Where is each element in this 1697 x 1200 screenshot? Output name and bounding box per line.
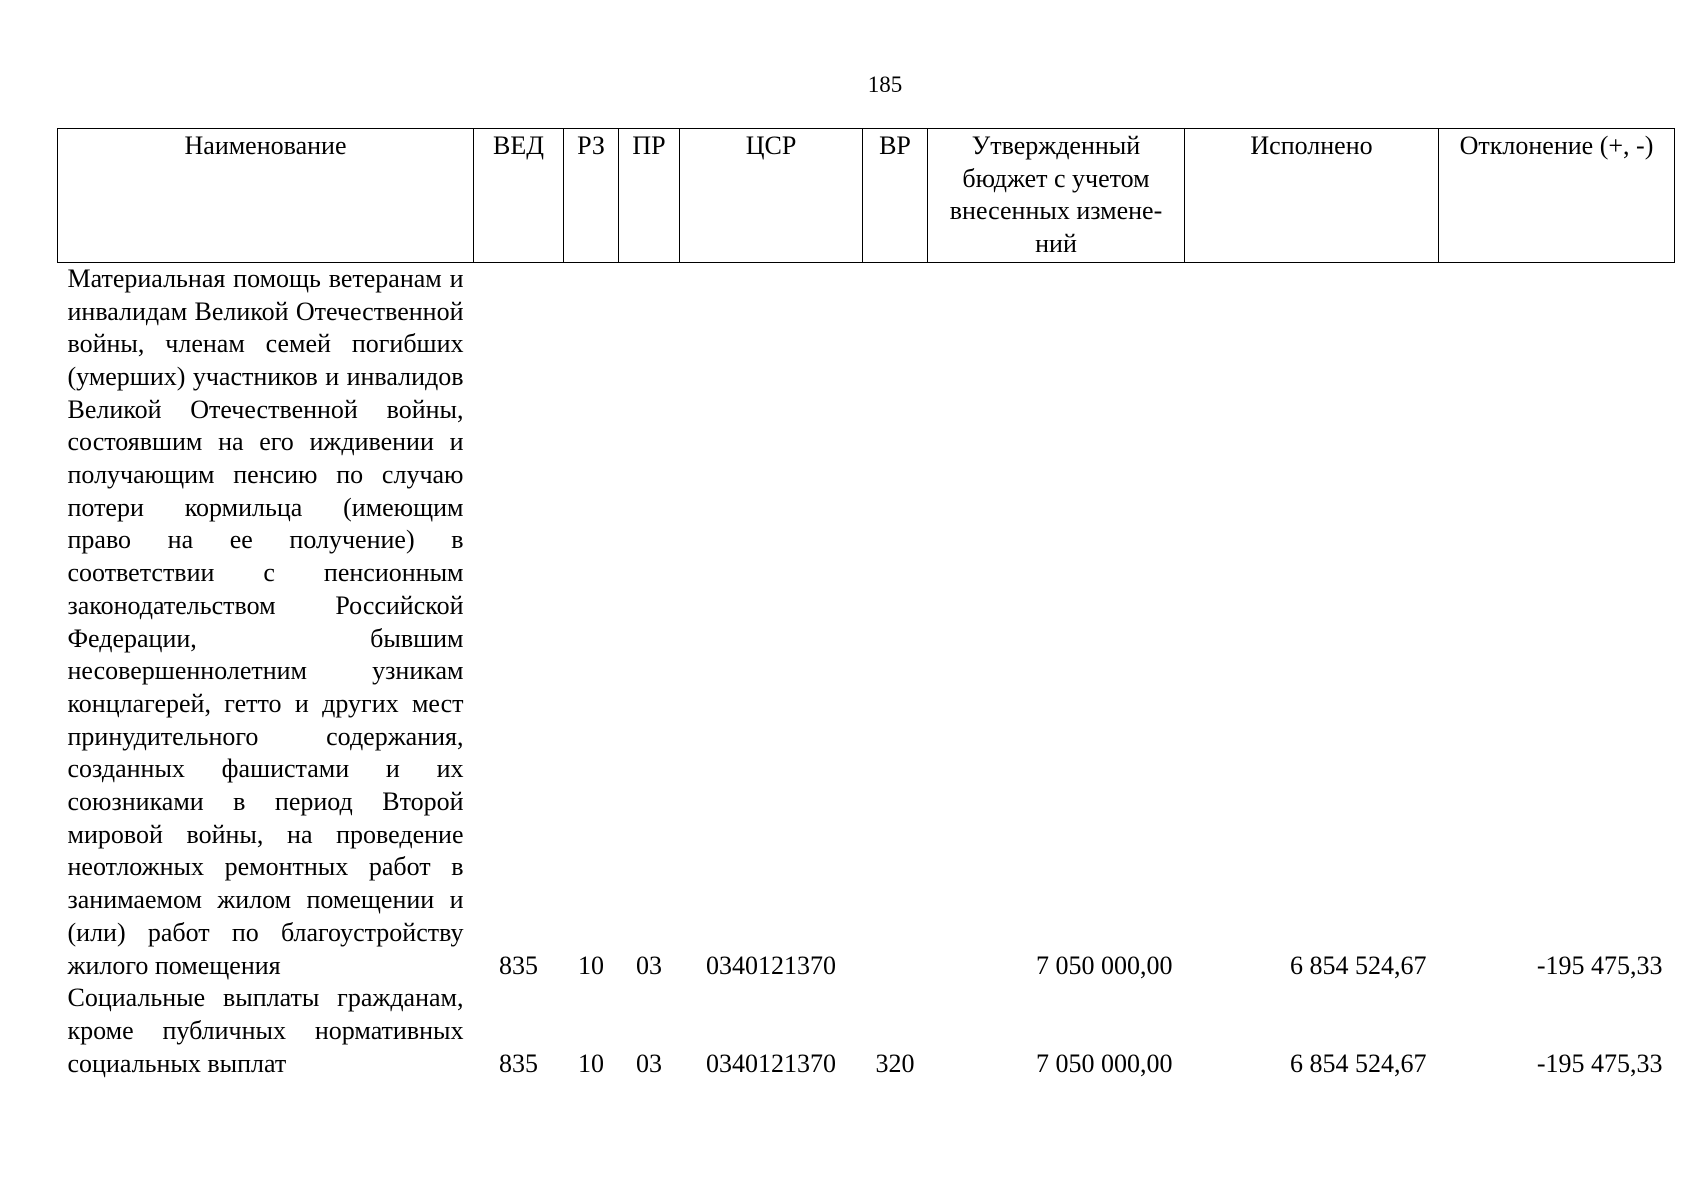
row-approved: 7 050 000,00 [1036,950,1173,980]
row-vr: 320 [875,1048,915,1078]
header-approved: Утвержденный бюджет с учетом внесенных измене-ний [928,129,1185,263]
row-ved: 835 [499,1048,538,1078]
table-row [58,982,1675,1080]
row-csr: 0340121370 [706,1048,836,1078]
header-executed: Исполнено [1185,129,1439,263]
row-deviation: -195 475,33 [1536,950,1663,980]
header-pr: ПР [619,129,680,263]
row-rz: 10 [578,950,604,980]
table-header-row [58,129,1675,263]
row-deviation: -195 475,33 [1536,1048,1663,1078]
row-approved: 7 050 000,00 [1036,1048,1173,1078]
header-deviation: Отклонение (+, -) [1439,129,1675,263]
row-name: Материальная помощь ветеранам и инвалидам Великой Отечественной войны, членам семей погибших (умерших) участников и инвалидов Великой Отечественной войны, состоявшим на его иждивении и получающим пенсию по случаю потери кормильца (имеющим право на ее получение) в соответствии с пенсионным законодательством Российской Федерации, бывшим несовершеннолетним узникам концлагерей, гетто и других мест принудительного содержания, созданных фашистами и их союзниками в период Второй мировой войны, на проведение неотложных ремонтных работ в занимаемом жилом помещении и (или) работ по благоустройству жилого помещения [67,263,464,980]
header-vr: ВР [863,129,928,263]
header-csr: ЦСР [680,129,863,263]
row-pr: 03 [636,950,662,980]
row-vr [863,262,928,982]
row-executed: 6 854 524,67 [1290,950,1427,980]
row-name: Социальные выплаты гражданам, кроме публичных нормативных социальных выплат [67,983,464,1078]
row-ved: 835 [499,950,538,980]
header-rz: РЗ [564,129,619,263]
row-executed: 6 854 524,67 [1290,1048,1427,1078]
header-name: Наименование [58,129,474,263]
row-csr: 0340121370 [706,950,836,980]
table-row [58,262,1675,982]
row-pr: 03 [636,1048,662,1078]
budget-table [57,128,1675,1080]
header-ved: ВЕД [474,129,564,263]
row-rz: 10 [578,1048,604,1078]
page-number: 185 [867,72,903,97]
